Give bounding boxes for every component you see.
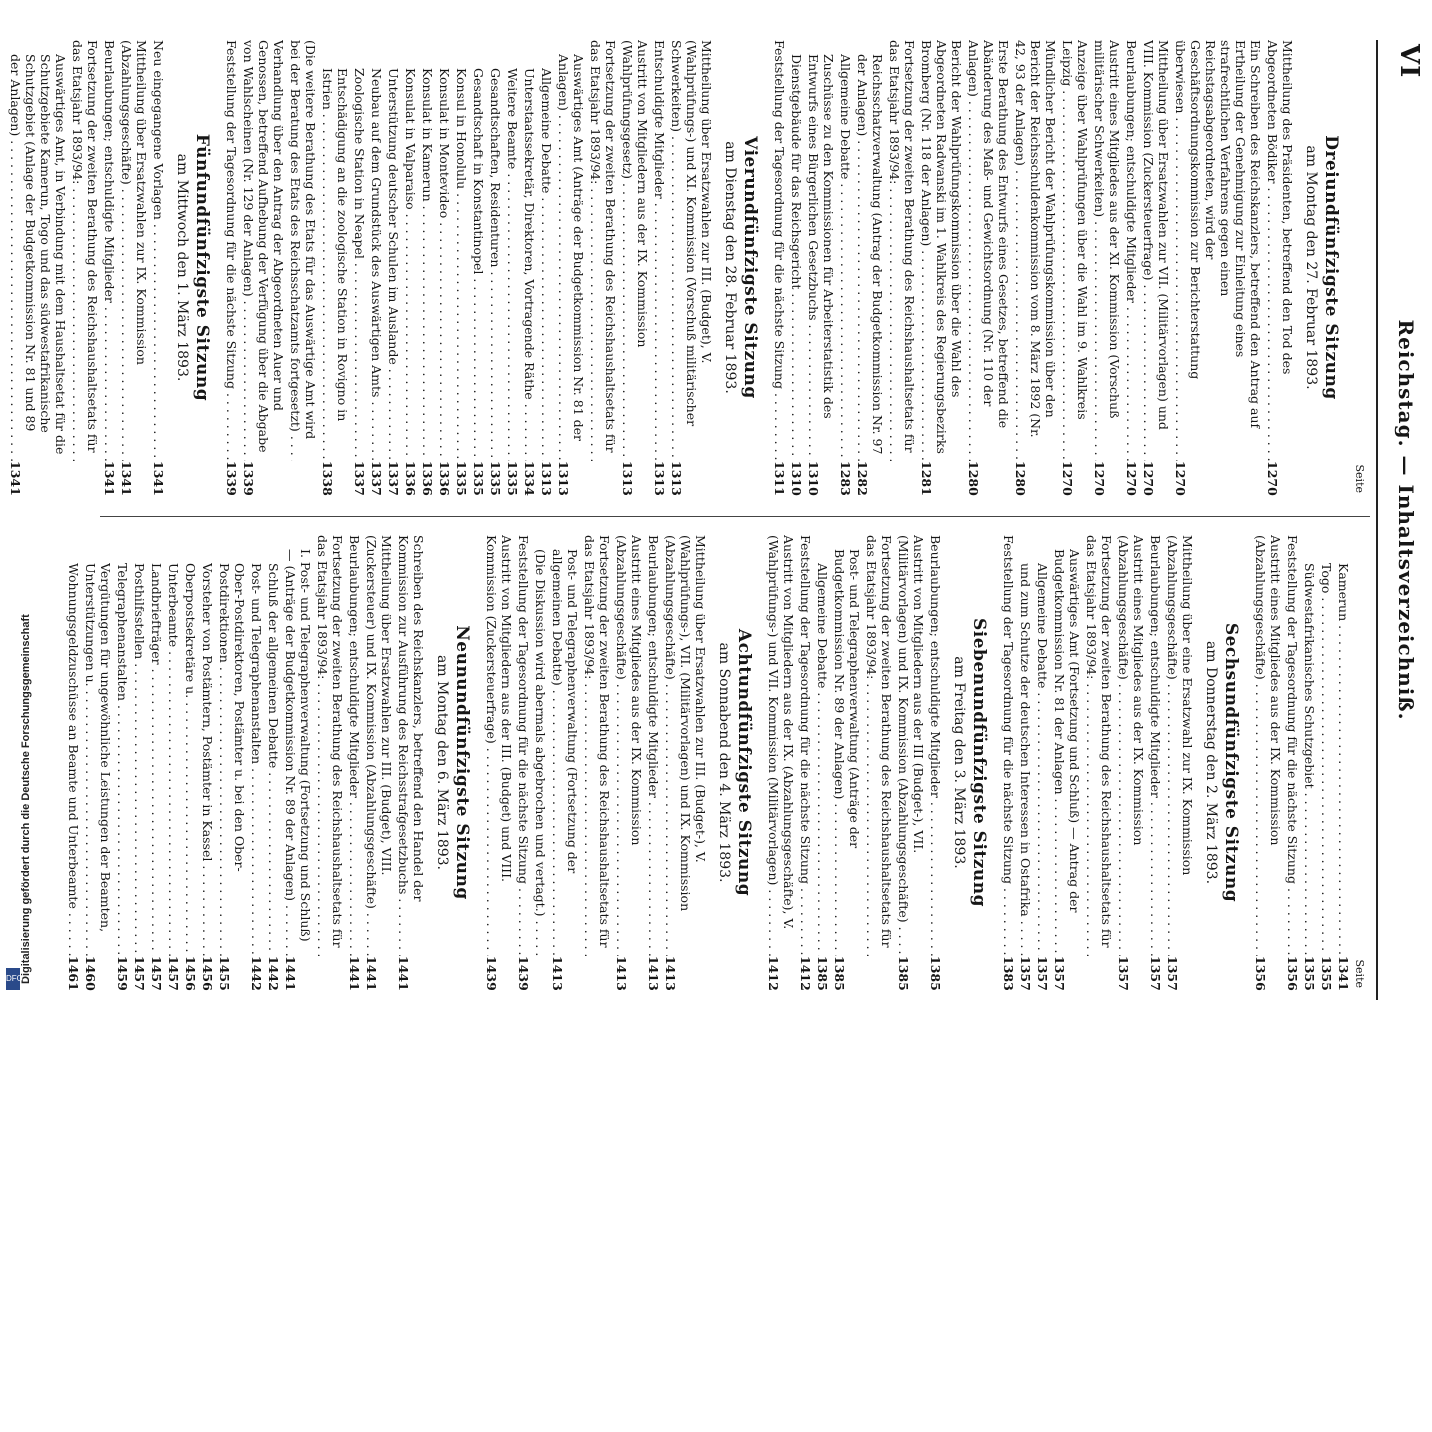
toc-entry [1265,40,1295,495]
toc-entry [288,40,318,495]
entry-page: 1339 [224,461,239,496]
toc-entry [347,535,362,990]
entry-text: Beurlaubungen; entschuldigte Mitglieder . . . [646,535,661,956]
entry-page: 1355 [1302,956,1317,991]
toc-entry [620,40,650,495]
entry-text: Mittheilung über Ersatzwahlen zur IX. Kommission (Abzahlungsgeschäfte) . . . [119,40,149,461]
toc-entry [766,535,796,990]
toc-entry [1013,40,1058,495]
entry-page: 1270 [1141,461,1156,496]
entry-text: Gesandtschaften, Residenturen . . . [488,68,503,461]
entry-page: 1355 [1319,956,1334,991]
toc-entry [1092,40,1122,495]
entry-text: Unterstaatssekretär, Direktoren, Vortragende Räthe . . . [522,68,537,461]
entry-text: Zoologische Station in Neapel . . . [352,68,367,461]
entry-text: Konsulat in Montevideo . . . [437,68,452,461]
toc-entry [386,40,401,495]
page-header [1376,40,1430,1000]
entry-text: Auswärtiges Amt, in Verbindung mit dem Haushaltsetat für die Schutzgebiete Kamerun, Togo und das südwestafrikanische Schutzgebiet (Anlage der Budgetkommission Nr. 81 und 89 der Anlagen) . . . [8,54,68,461]
session-date: am Mittwoch den 1. März 1893. [174,153,190,382]
toc-entry [471,40,486,495]
entry-page: 1341 [1336,956,1351,991]
entry-page: 1341 [119,461,134,496]
entry-page: 1341 [151,461,166,496]
entry-page: 1413 [550,956,565,991]
toc-entry [241,40,286,495]
entry-page: 1456 [200,956,215,991]
toc-entry [663,535,708,990]
toc-entry [1001,535,1016,990]
entry-page: 1456 [183,956,198,991]
toc-entry [70,40,100,495]
entry-page: 1310 [789,461,804,496]
entry-text: Dienstgebäude für das Reichsgericht . . . [789,54,804,461]
seite-label: Seite [1353,464,1366,493]
toc-entry [522,40,537,495]
entry-text: Auswärtiges Amt (Fortsetzung und Schluß) — Antrag der Budgetkommission Nr. 81 der Anlagen . . . [1052,549,1082,956]
entry-text: Feststellung der Tagesordnung für die nächste Sitzung . . . [798,535,813,956]
toc-entry [588,40,618,495]
entry-text: Beurlaubungen; entschuldigte Mitglieder . . . [1148,535,1163,956]
toc-entry [200,535,215,990]
entry-page: 1341 [8,461,23,496]
toc-entry [614,535,644,990]
entry-text: Anzeige über Wahlprüfungen über die Wahl im 9. Wahlkreis Leipzig . . . [1060,40,1090,461]
entry-page: 1461 [66,956,81,991]
entry-text: Schreiben des Reichskanzlers, betreffend den Handel der Kommission zur Ausführung des Reichsstrafgesetzbuchs . . . [396,535,426,956]
entry-page: 1338 [320,461,335,496]
entry-page: 1270 [1060,461,1075,496]
toc-entry [1060,40,1090,495]
toc-entry [364,535,394,990]
toc-entry [119,40,149,495]
toc-entry [1124,40,1139,495]
toc-entry [582,535,612,990]
toc-entry [815,535,830,990]
toc-entry [437,40,452,495]
entry-page: 1457 [149,956,164,991]
entry-page: 1383 [1001,956,1016,991]
entry-page: 1270 [1173,461,1188,496]
entry-page: 1412 [798,956,813,991]
entry-text: Post- und Telegraphenverwaltung (Anträge der Budgetkommission Nr. 89 der Anlagen) . . . [832,549,862,956]
entry-page: 1441 [364,956,379,991]
entry-page: 1441 [396,956,411,991]
toc-entry [966,40,1011,495]
toc-entry [652,40,667,495]
entry-text: Unterstützung deutscher Schulen im Auslande . . . [386,68,401,461]
entry-text: Mittheilung über Ersatzwahlen zur III. (Budget), VIII. (Zuckersteuer) und IX. Kommission (Abzahlungsgeschäfte) . . . [364,535,394,956]
session-title: Fünfundfünfzigste Sitzung [192,133,212,402]
toc-entry [166,535,181,990]
entry-text: Feststellung der Tagesordnung für die nächste Sitzung . . . [772,40,787,461]
entry-page: 1335 [505,461,520,496]
entry-text: Beurlaubungen; entschuldigte Mitglieder . . . [102,40,117,461]
entry-text: Austritt eines Mitgliedes aus der IX. Kommission (Abzahlungsgeschäfte) . . . [1116,535,1146,956]
entry-text: Entschuldigte Mitglieder . . . [652,40,667,461]
entry-text: Vorsteher von Postämtern, Postämter in Kassel . . . [200,563,215,956]
toc-entry [283,535,313,990]
entry-text: Fortsetzung der zweiten Berathung des Reichshaushaltsetats für das Etatsjahr 1893/94: . . . [70,40,100,461]
entry-page: 1357 [1052,956,1067,991]
entry-text: Reichsschatzverwaltung (Antrag der Budgetkommission Nr. 97 der Anlagen) . . . [855,54,885,461]
toc-entry [396,535,426,990]
toc-entry [217,535,247,990]
entry-page: 1357 [1018,956,1033,991]
entry-text: Austritt eines Mitgliedes aus der IX. Kommission (Abzahlungsgeschäfte) . . . [1253,535,1283,956]
entry-text: Mittheilung über eine Ersatzwahl zur IX. Kommission (Abzahlungsgeschäfte) . . . [1165,535,1195,956]
entry-text: Feststellung der Tagesordnung für die nächste Sitzung . . . [1001,535,1016,956]
entry-page: 1313 [539,461,554,496]
entry-text: Austritt von Mitgliedern aus der IX. Kommission (Wahlprüfungsgesetz) . . . [620,40,650,461]
entry-page: 1442 [249,956,264,991]
session-date: am Freitag den 3. März 1893. [951,656,967,869]
toc-entry [66,535,81,990]
entry-text: Fortsetzung der zweiten Berathung des Reichshaushaltsetats für das Etatsjahr 1893/94: . . . [887,40,917,461]
entry-text: Unterbeamte . . . [166,563,181,956]
toc-entry [1173,40,1263,495]
entry-page: 1439 [516,956,531,991]
entry-text: Fortsetzung der zweiten Berathung des Reichshaushaltsetats für das Etatsjahr 1893/94: . . . [588,40,618,461]
toc-entry [224,40,239,495]
entry-page: 1339 [241,461,256,496]
toc-entry [539,40,554,495]
left-column [6,40,1366,495]
session-title: Siebenundfünfzigste Sitzung [969,617,989,908]
dfg-logo: DFG [6,968,20,990]
entry-page: 1283 [838,461,853,496]
entry-page: 1385 [815,956,830,991]
toc-entry [183,535,198,990]
entry-page: 1460 [83,956,98,991]
entry-page: 1335 [488,461,503,496]
entry-text: Gesandtschaft in Konstantinopel . . . [471,68,486,461]
toc-entry [1052,535,1082,990]
entry-page: 1356 [1285,956,1300,991]
toc-entry [855,40,885,495]
entry-text: Oberpostsekretäre u. . . . [183,563,198,956]
entry-page: 1335 [471,461,486,496]
entry-text: Vergütungen für ungewöhnliche Leistungen der Beamten, Unterstützungen u. . . . [83,563,113,956]
toc-entry [1253,535,1283,990]
toc-entry [1116,535,1146,990]
entry-page: 1413 [646,956,661,991]
session-title: Dreiundfünfzigste Sitzung [1321,135,1341,400]
entry-page: 1441 [347,956,362,991]
entry-page: 1357 [1148,956,1163,991]
entry-text: Kamerun . . . [1336,563,1351,956]
toc-entry [102,40,117,495]
entry-page: 1281 [919,461,934,496]
seite-label: Seite [1353,959,1366,988]
toc-entry [1165,535,1195,990]
entry-text: Post- und Telegraphenverwaltung (Fortsetzung der allgemeinen Debatte) . . . [550,549,580,956]
toc-entry [249,535,264,990]
toc-entry [550,535,580,990]
entry-page: 1282 [855,461,870,496]
entry-text: Fortsetzung der zweiten Berathung des Reichshaushaltsetats für das Etatsjahr 1893/94: . . . [582,535,612,956]
entry-page: 1313 [620,461,635,496]
entry-text: (Die weitere Berathung des Etats für das Auswärtige Amt wird bei der Beratung des Etats des Reichsschatzamts fortgesetzt) . . . [288,40,318,461]
entry-text: Mündlicher Bericht der Wahlprüfungskommission über den Bericht der Reichsschuldenkommission vom 8. März 1892 (Nr. 42, 93 der Anlagen) . . . [1013,40,1058,461]
session-title: Achtundfünfzigste Sitzung [734,628,754,897]
toc-entry [1319,535,1334,990]
session-date: am Dienstag den 28. Februar 1893. [722,141,738,394]
entry-text: Konsulat in Valparaiso . . . [403,68,418,461]
entry-text: (Die Diskussion wird abermals abgebrochen und vertagt.) . . . [533,549,548,956]
toc-entry [352,40,367,495]
entry-page: 1337 [352,461,367,496]
entry-text: Schluß der allgemeinen Debatte . . . [266,563,281,956]
entry-page: 1341 [102,461,117,496]
toc-entry [403,40,418,495]
page-number: VI [1394,44,1424,79]
entry-text: Neu eingegangene Vorlagen . . . [151,40,166,461]
entry-text: Auswärtiges Amt (Anträge der Budgetkommission Nr. 81 der Anlagen) . . . [556,54,586,461]
right-column [64,535,1366,990]
running-title: Reichstag. — Inhaltsverzeichniß. [1394,319,1418,721]
toc-entry [864,535,894,990]
entry-page: 1413 [663,956,678,991]
session-date: am Montag den 27. Februar 1893. [1303,145,1319,390]
toc-entry [806,40,836,495]
toc-entry [789,40,804,495]
toc-entry [1302,535,1317,990]
toc-entry [1141,40,1171,495]
toc-entry [772,40,787,495]
toc-entry [1148,535,1163,990]
entry-text: Post- und Telegraphenanstalten . . . [249,563,264,956]
entry-page: 1310 [806,461,821,496]
entry-text: Mittheilung des Präsidenten, betreffend den Tod des Abgeordneten Bödiker . . . [1265,40,1295,461]
toc-entry [132,535,147,990]
toc-entry [533,535,548,990]
entry-text: Weitere Beamte . . . [505,68,520,461]
entry-page: 1337 [369,461,384,496]
session-title: Neunundfünfzigste Sitzung [452,625,472,900]
entry-text: Ein Schreiben des Reichskanzlers, betreffend den Antrag auf Ertheilung der Genehmigung zur Einleitung eines strafrechtlichen Verfahrens gegen einen Reichstagsabgeordneten, wird der Geschäftsordnungskommission zur Berichterstattung überwiesen . . . [1173,40,1263,461]
column-divider [100,516,1370,517]
toc-entry [838,40,853,495]
entry-text: Beurlaubungen; entschuldigte Mitglieder . . . [1124,40,1139,461]
toc-entry [83,535,113,990]
session-title: Vierundfünfzigste Sitzung [740,136,760,399]
toc-entry [896,535,926,990]
toc-entry [1285,535,1300,990]
entry-text: Posthilfsstellen . . . [132,563,147,956]
entry-text: Wohnungsgeldzuschüsse an Beamte und Unterbeamte . . . [66,563,81,956]
digitization-footer [2,0,32,996]
session-date: am Sonnabend den 4. März 1893. [716,642,732,883]
entry-page: 1334 [522,461,537,496]
entry-text: Landbriefträger . . . [149,563,164,956]
entry-text: Zuschüsse zu den Kommissionen für Arbeiterstatistik des Entwurfs eines Bürgerlichen Gesetzbuchs . . . [806,54,836,461]
entry-text: Allgemeine Debatte . . . [539,68,554,461]
entry-page: 1455 [217,956,232,991]
toc-entry [369,40,384,495]
entry-page: 1459 [115,956,130,991]
entry-text: I. Post- und Telegraphenverwaltung (Fortsetzung und Schluß) — (Anträge der Budgetkommission Nr. 89 der Anlagen) . . . [283,549,313,956]
session-date: am Donnerstag den 2. März 1893. [1203,640,1219,885]
toc-entry [1336,535,1351,990]
entry-page: 1413 [614,956,629,991]
entry-page: 1335 [454,461,469,496]
session-date: am Montag den 6. März 1893. [434,654,450,871]
entry-text: Austritt von Mitgliedern aus der III. (Budget) und VIII. Kommission (Zuckersteuerfrage) . . . [484,535,514,956]
toc-entry [669,40,714,495]
entry-text: Austritt eines Mitgliedes aus der IX. Kommission (Abzahlungsgeschäfte) . . . [614,535,644,956]
entry-text: Entschädigung an die zoologische Station in Rovigno in Istrien . . . [320,68,350,461]
entry-text: Konsulat in Kamerun . . . [420,68,435,461]
toc-entry [488,40,503,495]
entry-text: Austritt eines Mitgliedes aus der XI. Kommission (Vorschuß militärischer Schwerkeiten) . . . [1092,40,1122,461]
entry-text: Bericht der Wahlprüfungskommission über die Wahl des Abgeordneten Radwanski im 1. Wahlkreis des Regierungsbezirks Bromberg (Nr. 118 der Anlagen) . . . [919,40,964,461]
entry-page: 1270 [1124,461,1139,496]
entry-text: Feststellung der Tagesordnung für die nächste Sitzung . . . [516,535,531,956]
toc-entry [454,40,469,495]
toc-entry [832,535,862,990]
toc-entry [420,40,435,495]
entry-text: Fortsetzung der zweiten Berathung des Reichshaushaltsetats für das Etatsjahr 1893/94: . . . [864,535,894,956]
entry-page: 1280 [1013,461,1028,496]
entry-text: Austritt von Mitgliedern aus der IX. (Abzahlungsgeschäfte), V. (Wahlprüfungs-) und VII. Kommission (Militärvorlagen) . . . [766,535,796,956]
entry-text: Ober-Postdirektoren, Postämter u. bei den Ober-Postdirektionen . . . [217,563,247,956]
toc-entry [115,535,130,990]
entry-text: Südwestafrikanisches Schutzgebiet . . . [1302,563,1317,956]
toc-entry [484,535,514,990]
entry-page: 1313 [556,461,571,496]
digitization-note: Digitalisierung gefördert durch die Deutsche Forschungsgemeinschaft [20,614,32,984]
entry-page: 1313 [669,461,684,496]
entry-page: 1457 [166,956,181,991]
entry-text: Telegraphenanstalten . . . [115,563,130,956]
toc-entry [646,535,661,990]
toc-entry [266,535,281,990]
entry-page: 1385 [832,956,847,991]
entry-text: Togo . . . [1319,563,1334,956]
entry-page: 1337 [386,461,401,496]
entry-page: 1439 [484,956,499,991]
toc-entry [1084,535,1114,990]
toc-entry [928,535,943,990]
toc-entry [919,40,964,495]
entry-text: Mittheilung über Ersatzwahlen zur VII. (Militärvorlagen) und VIII. Kommission (Zuckersteuerfrage) . . . [1141,40,1171,461]
entry-page: 1270 [1092,461,1107,496]
entry-page: 1357 [1116,956,1131,991]
toc-entry [149,535,164,990]
toc-entry [320,40,350,495]
entry-text: Neubau auf dem Grundstück des Auswärtigen Amts . . . [369,68,384,461]
entry-page: 1412 [766,956,781,991]
entry-text: Mittheilung über Ersatzwahlen zur III. (Budget), V. (Wahlprüfungs-) und XI. Kommission (Vorschuß militärischer Schwerkeiten) . . . [669,40,714,461]
toc-entry [798,535,813,990]
toc-entry [1035,535,1050,990]
entry-page: 1442 [266,956,281,991]
entry-text: Verhandlung über den Antrag der Abgeordneten Auer und Genossen, betreffend Aufhebung der Verfügung über die Abgabe von Wahlscheinen (Nr. 129 der Anlagen) . . . [241,40,286,461]
toc-entry [1018,535,1033,990]
entry-page: 1313 [652,461,667,496]
entry-page: 1270 [1265,461,1280,496]
toc-entry [315,535,345,990]
entry-text: und zum Schutze der deutschen Interessen in Ostafrika . . . [1018,563,1033,956]
toc-entry [556,40,586,495]
toc-entry [151,40,166,495]
entry-page: 1336 [420,461,435,496]
entry-text: Beurlaubungen; entschuldigte Mitglieder . . . [928,535,943,956]
session-title: Sechsundfünfzigste Sitzung [1221,622,1241,903]
toc-entry [887,40,917,495]
entry-text: Allgemeine Debatte . . . [815,563,830,956]
toc-entry [505,40,520,495]
entry-text: Austritt von Mitgliedern aus der III (Budget-), VII. (Militärvorlagen) und IX. Kommission (Abzahlungsgeschäfte) . . . [896,535,926,956]
entry-text: Fortsetzung der zweiten Berathung des Reichshaushaltsetats für das Etatsjahr 1893/94: . . . [1084,535,1114,956]
entry-text: Feststellung der Tagesordnung für die nächste Sitzung . . . [224,40,239,461]
entry-page: 1356 [1253,956,1268,991]
entry-text: Beurlaubungen; entschuldigte Mitglieder . . . [347,535,362,956]
entry-page: 1311 [772,461,787,496]
entry-page: 1336 [403,461,418,496]
entry-text: Allgemeine Debatte . . . [1035,563,1050,956]
toc-entry [516,535,531,990]
entry-text: Allgemeine Debatte . . . [838,54,853,461]
entry-text: Mittheilung über Ersatzwahlen zur III. (Budget-), V. (Wahlprüfungs-), VII. (Militärvorlagen) und IX. Kommission (Abzahlungsgeschäfte) . . . [663,535,708,956]
entry-page: 1457 [132,956,147,991]
entry-text: Erste Berathung des Entwurfs eines Gesetzes, betreffend die Abänderung des Maß- und Gewichtsordnung (Nr. 110 der Anlagen) . . . [966,40,1011,461]
entry-page: 1280 [966,461,981,496]
entry-page: 1385 [928,956,943,991]
entry-page: 1357 [1035,956,1050,991]
entry-page: 1385 [896,956,911,991]
entry-text: Konsul in Honolulu . . . [454,68,469,461]
entry-page: 1441 [283,956,298,991]
entry-page: 1357 [1165,956,1180,991]
entry-page: 1336 [437,461,452,496]
entry-text: Fortsetzung der zweiten Berathung des Reichshaushaltsetats für das Etatsjahr 1893/94: . . . [315,535,345,956]
entry-text: Feststellung der Tagesordnung für die nächste Sitzung . . . [1285,535,1300,956]
